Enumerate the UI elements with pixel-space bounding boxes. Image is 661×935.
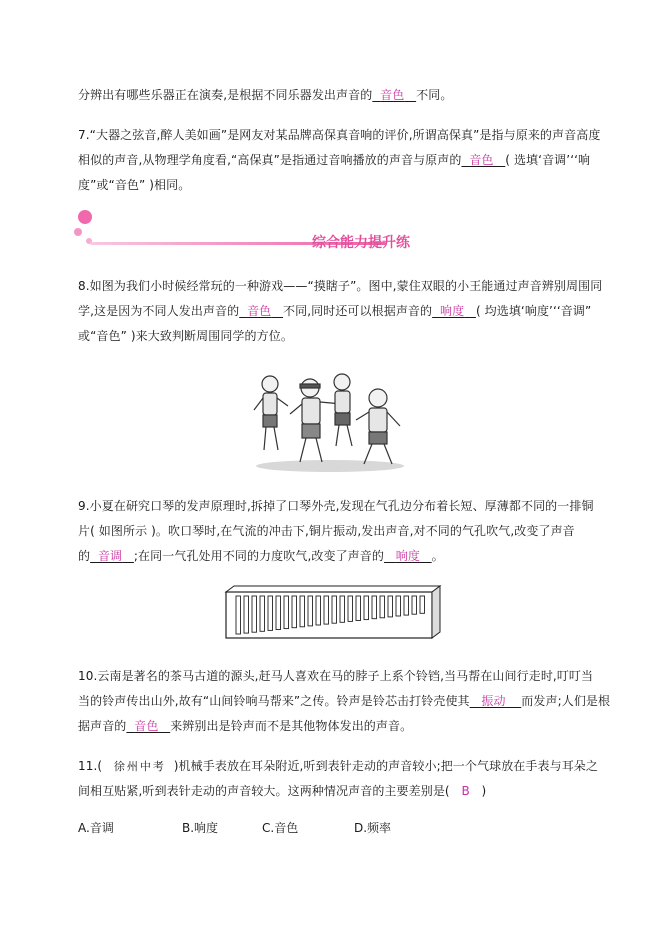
reed [292,596,297,628]
q6-tail: 分辨出有哪些乐器正在演奏,是根据不同乐器发出声音的 音色 不同。 [78,88,453,102]
reed [348,596,353,621]
q11-line2: 间相互贴紧,听到表针走动的声音较大。这两种情况声音的主要差别是( B ) [78,784,487,798]
reed [244,596,249,633]
reed [396,596,401,616]
q7-line2: 相似的声音,从物理学角度看,“高保真”是指通过音响播放的声音与原声的 音色 ( 选填‘音调’‘‘响 [78,153,591,167]
q11-line1: 11.( 徐州中考 )机械手表放在耳朵附近,听到表针走动的声音较小;把一个气球放在手表与耳朵之 [78,759,599,773]
q8-line1: 8.如图为我们小时候经常玩的一种游戏——“摸瞎子”。图中,蒙住双眼的小王能通过声音辨别周围同 [78,279,603,293]
q10-line3: 据声音的 音色 来辨别出是铃声而不是其他物体发出的声音。 [78,719,413,733]
reed [388,596,393,617]
choice-c: C.音色 [262,821,299,835]
answer-blank: 音色 [134,719,159,733]
choice-a: A.音调 [78,821,114,835]
reed [268,596,273,630]
answer-blank: 响度 [395,549,420,563]
q8-line2: 学,这是因为不同人发出声音的 音色 不同,同时还可以根据声音的 响度 ( 均选填‘响度’‘‘音调” [78,304,592,318]
choice-d: D.频率 [354,821,392,835]
q9-line2: 片( 如图所示 )。吹口琴时,在气流的冲击下,铜片振动,发出声音,对不同的气孔吹气,改变了声音 [78,524,575,538]
reed [260,596,265,631]
section-title: 综合能力提升练 [312,235,410,251]
q10-line1: 10.云南是著名的茶马古道的源头,赶马人喜欢在马的脖子上系个铃铛,当马帮在山间行走时,叮叮当 [78,669,594,683]
reed [356,596,361,621]
decor-dot-icon [74,228,82,236]
reed [340,596,345,622]
q8-line3: 或“音色” )来大致判断周围同学的方位。 [78,329,293,343]
answer-choice: B [461,784,470,798]
reed [316,596,321,625]
blindfold-game-illustration [250,362,410,474]
reed [324,596,329,624]
q10-line2: 当的铃声传出山外,故有“山间铃响马帮来”之传。铃声是铃芯击打铃壳使其 振动 而发声;人们是根 [78,694,611,708]
answer-blank: 音色 [247,304,272,318]
harmonica-reed-plate-figure [218,584,444,642]
answer-blank: 音色 [469,153,494,167]
reed [276,596,281,630]
choice-b: B.响度 [182,821,219,835]
answer-blank: 音调 [97,549,123,563]
question-source: 徐州中考 [113,760,166,773]
reed [252,596,257,632]
q7-line1: 7.“大器之弦音,醉人美如画”是网友对某品牌高保真音响的评价,所谓高保真”是指与原来的声音高度 [78,128,601,142]
reed [380,596,385,618]
reed [404,596,409,615]
reed [372,596,377,619]
reed [284,596,289,629]
reed [332,596,337,623]
q7-line3: 度”或“音色” )相同。 [78,178,191,192]
section-header [72,206,437,256]
reed [412,596,417,614]
q9-line3: 的 音调 ;在同一气孔处用不同的力度吹气,改变了声音的 响度 。 [78,549,444,563]
q9-line1: 9.小夏在研究口琴的发声原理时,拆掉了口琴外壳,发现在气孔边分布着长短、厚薄都不同的一排铜 [78,499,594,513]
reed [308,596,313,626]
reed [236,596,241,634]
reed [300,596,305,627]
answer-blank: 音色 [380,88,405,102]
answer-blank: 振动 [481,694,506,708]
decor-dot-icon [78,210,92,224]
reed [420,596,425,613]
answer-blank: 响度 [439,304,465,318]
reed [364,596,369,620]
